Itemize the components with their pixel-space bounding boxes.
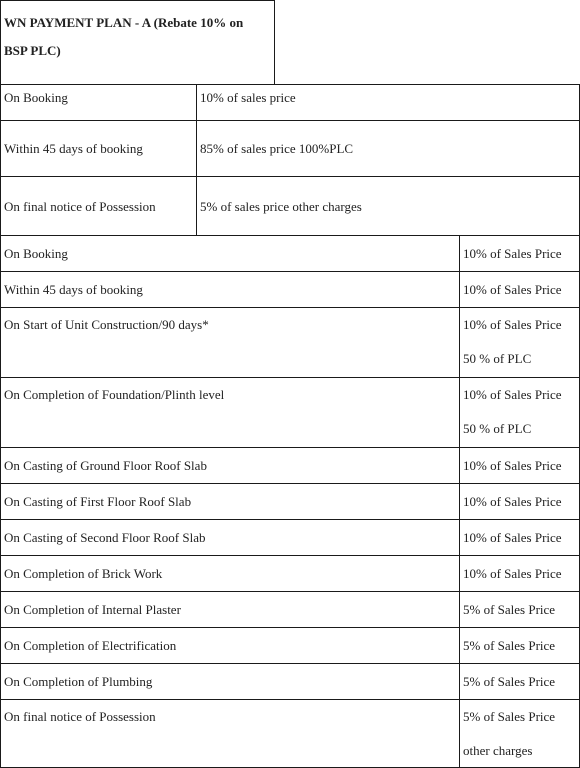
plan-a-payment: 85% of sales price 100%PLC [196, 120, 580, 177]
plan-b-stage: On Completion of Electrification [0, 627, 460, 664]
plan-b-stage: On Casting of Second Floor Roof Slab [0, 519, 460, 556]
plan-b-payment: 10% of Sales Price [459, 483, 580, 520]
plan-a-stage: Within 45 days of booking [0, 120, 197, 177]
plan-a-payment: 5% of sales price other charges [196, 176, 580, 236]
plan-b-payment: 5% of Sales Price [459, 663, 580, 700]
plan-b-stage: On Completion of Brick Work [0, 555, 460, 592]
payment-line: other charges [463, 743, 533, 758]
plan-b-stage: On Completion of Internal Plaster [0, 591, 460, 628]
plan-b-stage: On Casting of Ground Floor Roof Slab [0, 447, 460, 484]
payment-line: 50 % of PLC [463, 421, 532, 436]
plan-b-payment [459, 699, 580, 768]
plan-b-stage: Within 45 days of booking [0, 271, 460, 308]
plan-b-payment: 10% of Sales Price [459, 519, 580, 556]
plan-b-stage: On Start of Unit Construction/90 days* [0, 307, 460, 378]
plan-a-stage: On Booking [0, 84, 197, 121]
plan-a-stage: On final notice of Possession [0, 176, 197, 236]
plan-b-payment [459, 307, 580, 378]
plan-b-payment: 5% of Sales Price [459, 591, 580, 628]
plan-b-payment: 5% of Sales Price [459, 627, 580, 664]
plan-b-payment: 10% of Sales Price [459, 555, 580, 592]
payment-line: 5% of Sales Price [463, 709, 556, 724]
plan-b-payment [459, 377, 580, 448]
payment-line: 50 % of PLC [463, 351, 532, 366]
plan-b-payment: 10% of Sales Price [459, 447, 580, 484]
plan-title: WN PAYMENT PLAN - A (Rebate 10% on BSP PLC) [0, 0, 275, 85]
plan-b-payment: 10% of Sales Price [459, 235, 580, 272]
plan-a-payment: 10% of sales price [196, 84, 580, 121]
payment-line: 10% of Sales Price [463, 317, 562, 332]
plan-b-stage: On final notice of Possession [0, 699, 460, 768]
plan-b-stage: On Casting of First Floor Roof Slab [0, 483, 460, 520]
plan-b-payment: 10% of Sales Price [459, 271, 580, 308]
plan-b-stage: On Completion of Foundation/Plinth level [0, 377, 460, 448]
payment-line: 10% of Sales Price [463, 387, 562, 402]
plan-b-stage: On Booking [0, 235, 460, 272]
plan-b-stage: On Completion of Plumbing [0, 663, 460, 700]
